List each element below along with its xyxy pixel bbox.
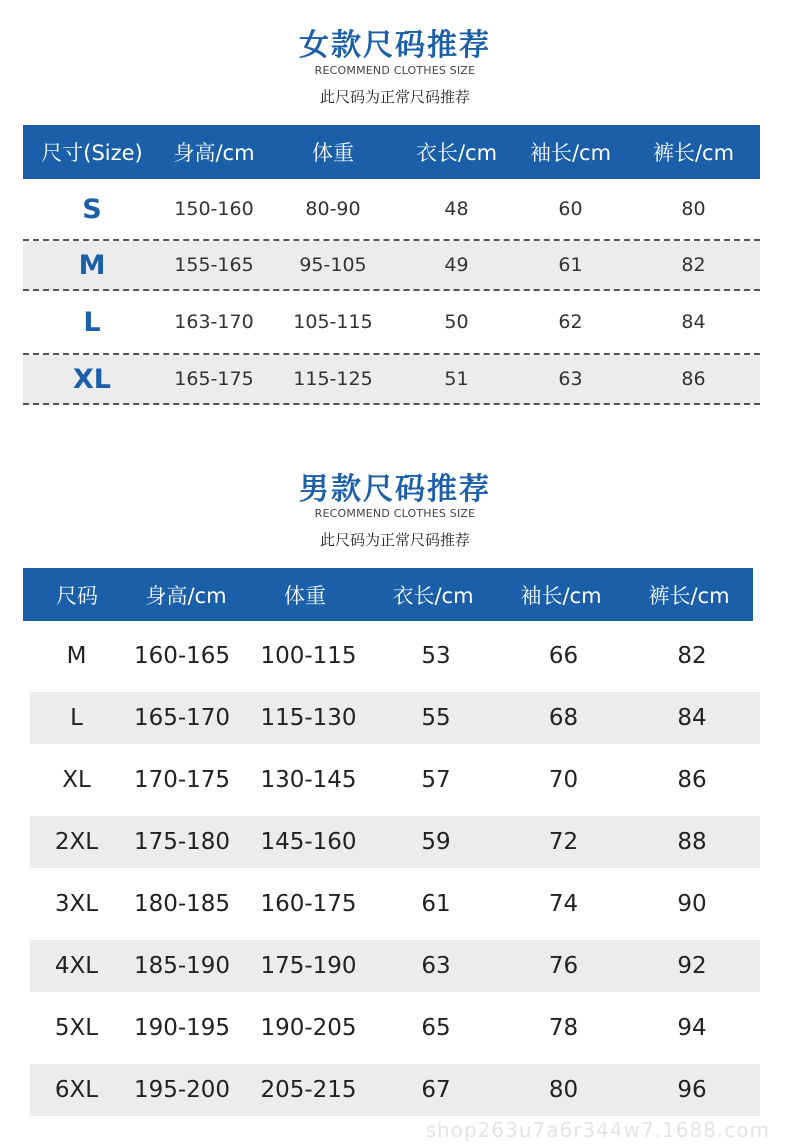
size-cell: M [78, 249, 106, 281]
men-size-note: 此尺码为正常尺码推荐 [319, 531, 470, 549]
sleeve-cell: 76 [548, 953, 579, 979]
size-cell: 4XL [54, 953, 99, 979]
size-cell: L [70, 705, 83, 731]
sleeve-cell: 62 [558, 311, 583, 333]
pants-cell: 82 [677, 643, 707, 669]
table-row [30, 940, 760, 992]
height-cell: 195-200 [133, 1077, 231, 1103]
header-size: 尺码 [56, 583, 98, 608]
men-size-table [30, 625, 760, 1121]
length-cell: 57 [421, 767, 451, 793]
pants-cell: 88 [677, 829, 707, 855]
table-row [30, 997, 760, 1059]
header-sleeve: 袖长/cm [529, 141, 612, 165]
pants-cell: 84 [677, 705, 707, 731]
sleeve-cell: 74 [548, 891, 579, 917]
weight-cell: 145-160 [260, 829, 357, 855]
length-cell: 51 [444, 368, 469, 390]
sleeve-cell: 70 [548, 767, 579, 793]
weight-cell: 80-90 [305, 198, 361, 220]
header-weight: 体重 [312, 141, 354, 165]
height-cell: 165-175 [174, 368, 254, 390]
women-table-header [23, 125, 760, 179]
weight-cell: 115-125 [293, 368, 373, 390]
size-cell: 6XL [54, 1077, 99, 1103]
weight-cell: 130-145 [260, 767, 357, 793]
header-pants: 裤长/cm [648, 583, 730, 608]
sleeve-cell: 72 [548, 829, 579, 855]
men-size-title: 男款尺码推荐 [299, 472, 491, 507]
length-cell: 61 [421, 891, 451, 917]
height-cell: 165-170 [133, 705, 231, 731]
height-cell: 180-185 [133, 891, 231, 917]
weight-cell: 95-105 [299, 254, 367, 276]
sleeve-cell: 61 [558, 254, 583, 276]
length-cell: 63 [421, 953, 451, 979]
sleeve-cell: 78 [548, 1015, 579, 1041]
sleeve-cell: 60 [558, 198, 583, 220]
size-cell: 5XL [54, 1015, 99, 1041]
pants-cell: 86 [677, 767, 707, 793]
length-cell: 53 [421, 643, 451, 669]
height-cell: 160-165 [133, 643, 231, 669]
size-cell: 2XL [54, 829, 99, 855]
table-row [23, 179, 760, 241]
table-row [23, 291, 760, 355]
size-cell: 3XL [54, 891, 99, 917]
size-cell: M [66, 643, 87, 669]
weight-cell: 205-215 [260, 1077, 357, 1103]
height-cell: 150-160 [174, 198, 254, 220]
header-weight: 体重 [284, 583, 326, 608]
women-size-subtitle: RECOMMEND CLOTHES SIZE [314, 64, 476, 77]
size-cell: XL [72, 363, 112, 395]
length-cell: 49 [444, 254, 469, 276]
table-row [30, 873, 760, 935]
table-row [30, 1064, 760, 1116]
length-cell: 67 [421, 1077, 451, 1103]
height-cell: 163-170 [174, 311, 254, 333]
length-cell: 65 [421, 1015, 451, 1041]
pants-cell: 82 [681, 254, 706, 276]
weight-cell: 100-115 [260, 643, 357, 669]
sleeve-cell: 66 [548, 643, 579, 669]
pants-cell: 92 [677, 953, 707, 979]
table-row [30, 692, 760, 744]
length-cell: 55 [421, 705, 451, 731]
women-size-title: 女款尺码推荐 [299, 28, 491, 63]
header-size: 尺寸(Size) [41, 141, 143, 165]
table-row [30, 625, 760, 687]
length-cell: 59 [421, 829, 451, 855]
sleeve-cell: 80 [548, 1077, 579, 1103]
size-cell: L [83, 306, 101, 338]
pants-cell: 94 [677, 1015, 707, 1041]
height-cell: 185-190 [133, 953, 231, 979]
weight-cell: 190-205 [260, 1015, 357, 1041]
pants-cell: 86 [681, 368, 706, 390]
header-sleeve: 袖长/cm [520, 583, 602, 608]
women-size-note: 此尺码为正常尺码推荐 [319, 88, 470, 106]
size-cell: S [82, 193, 102, 225]
pants-cell: 80 [681, 198, 706, 220]
height-cell: 175-180 [133, 829, 231, 855]
sleeve-cell: 63 [558, 368, 583, 390]
table-row [30, 749, 760, 811]
table-row [30, 816, 760, 868]
table-row [23, 355, 760, 405]
length-cell: 50 [444, 311, 469, 333]
women-size-table [23, 125, 760, 405]
sleeve-cell: 68 [548, 705, 579, 731]
weight-cell: 160-175 [260, 891, 357, 917]
height-cell: 170-175 [133, 767, 231, 793]
height-cell: 190-195 [133, 1015, 231, 1041]
header-height: 身高/cm [145, 583, 227, 608]
header-length: 衣长/cm [415, 141, 498, 165]
men-table-header [23, 568, 753, 621]
pants-cell: 96 [677, 1077, 707, 1103]
men-size-subtitle: RECOMMEND CLOTHES SIZE [314, 507, 476, 520]
header-pants: 裤长/cm [652, 141, 735, 165]
length-cell: 48 [444, 198, 469, 220]
header-length: 衣长/cm [392, 583, 474, 608]
pants-cell: 90 [677, 891, 707, 917]
header-height: 身高/cm [173, 141, 255, 165]
weight-cell: 175-190 [260, 953, 357, 979]
size-cell: XL [62, 767, 91, 793]
weight-cell: 105-115 [293, 311, 373, 333]
table-row [23, 241, 760, 291]
weight-cell: 115-130 [260, 705, 357, 731]
shop-watermark: shop263u7a6r344w7.1688.com [425, 1118, 770, 1142]
pants-cell: 84 [681, 311, 706, 333]
height-cell: 155-165 [174, 254, 254, 276]
